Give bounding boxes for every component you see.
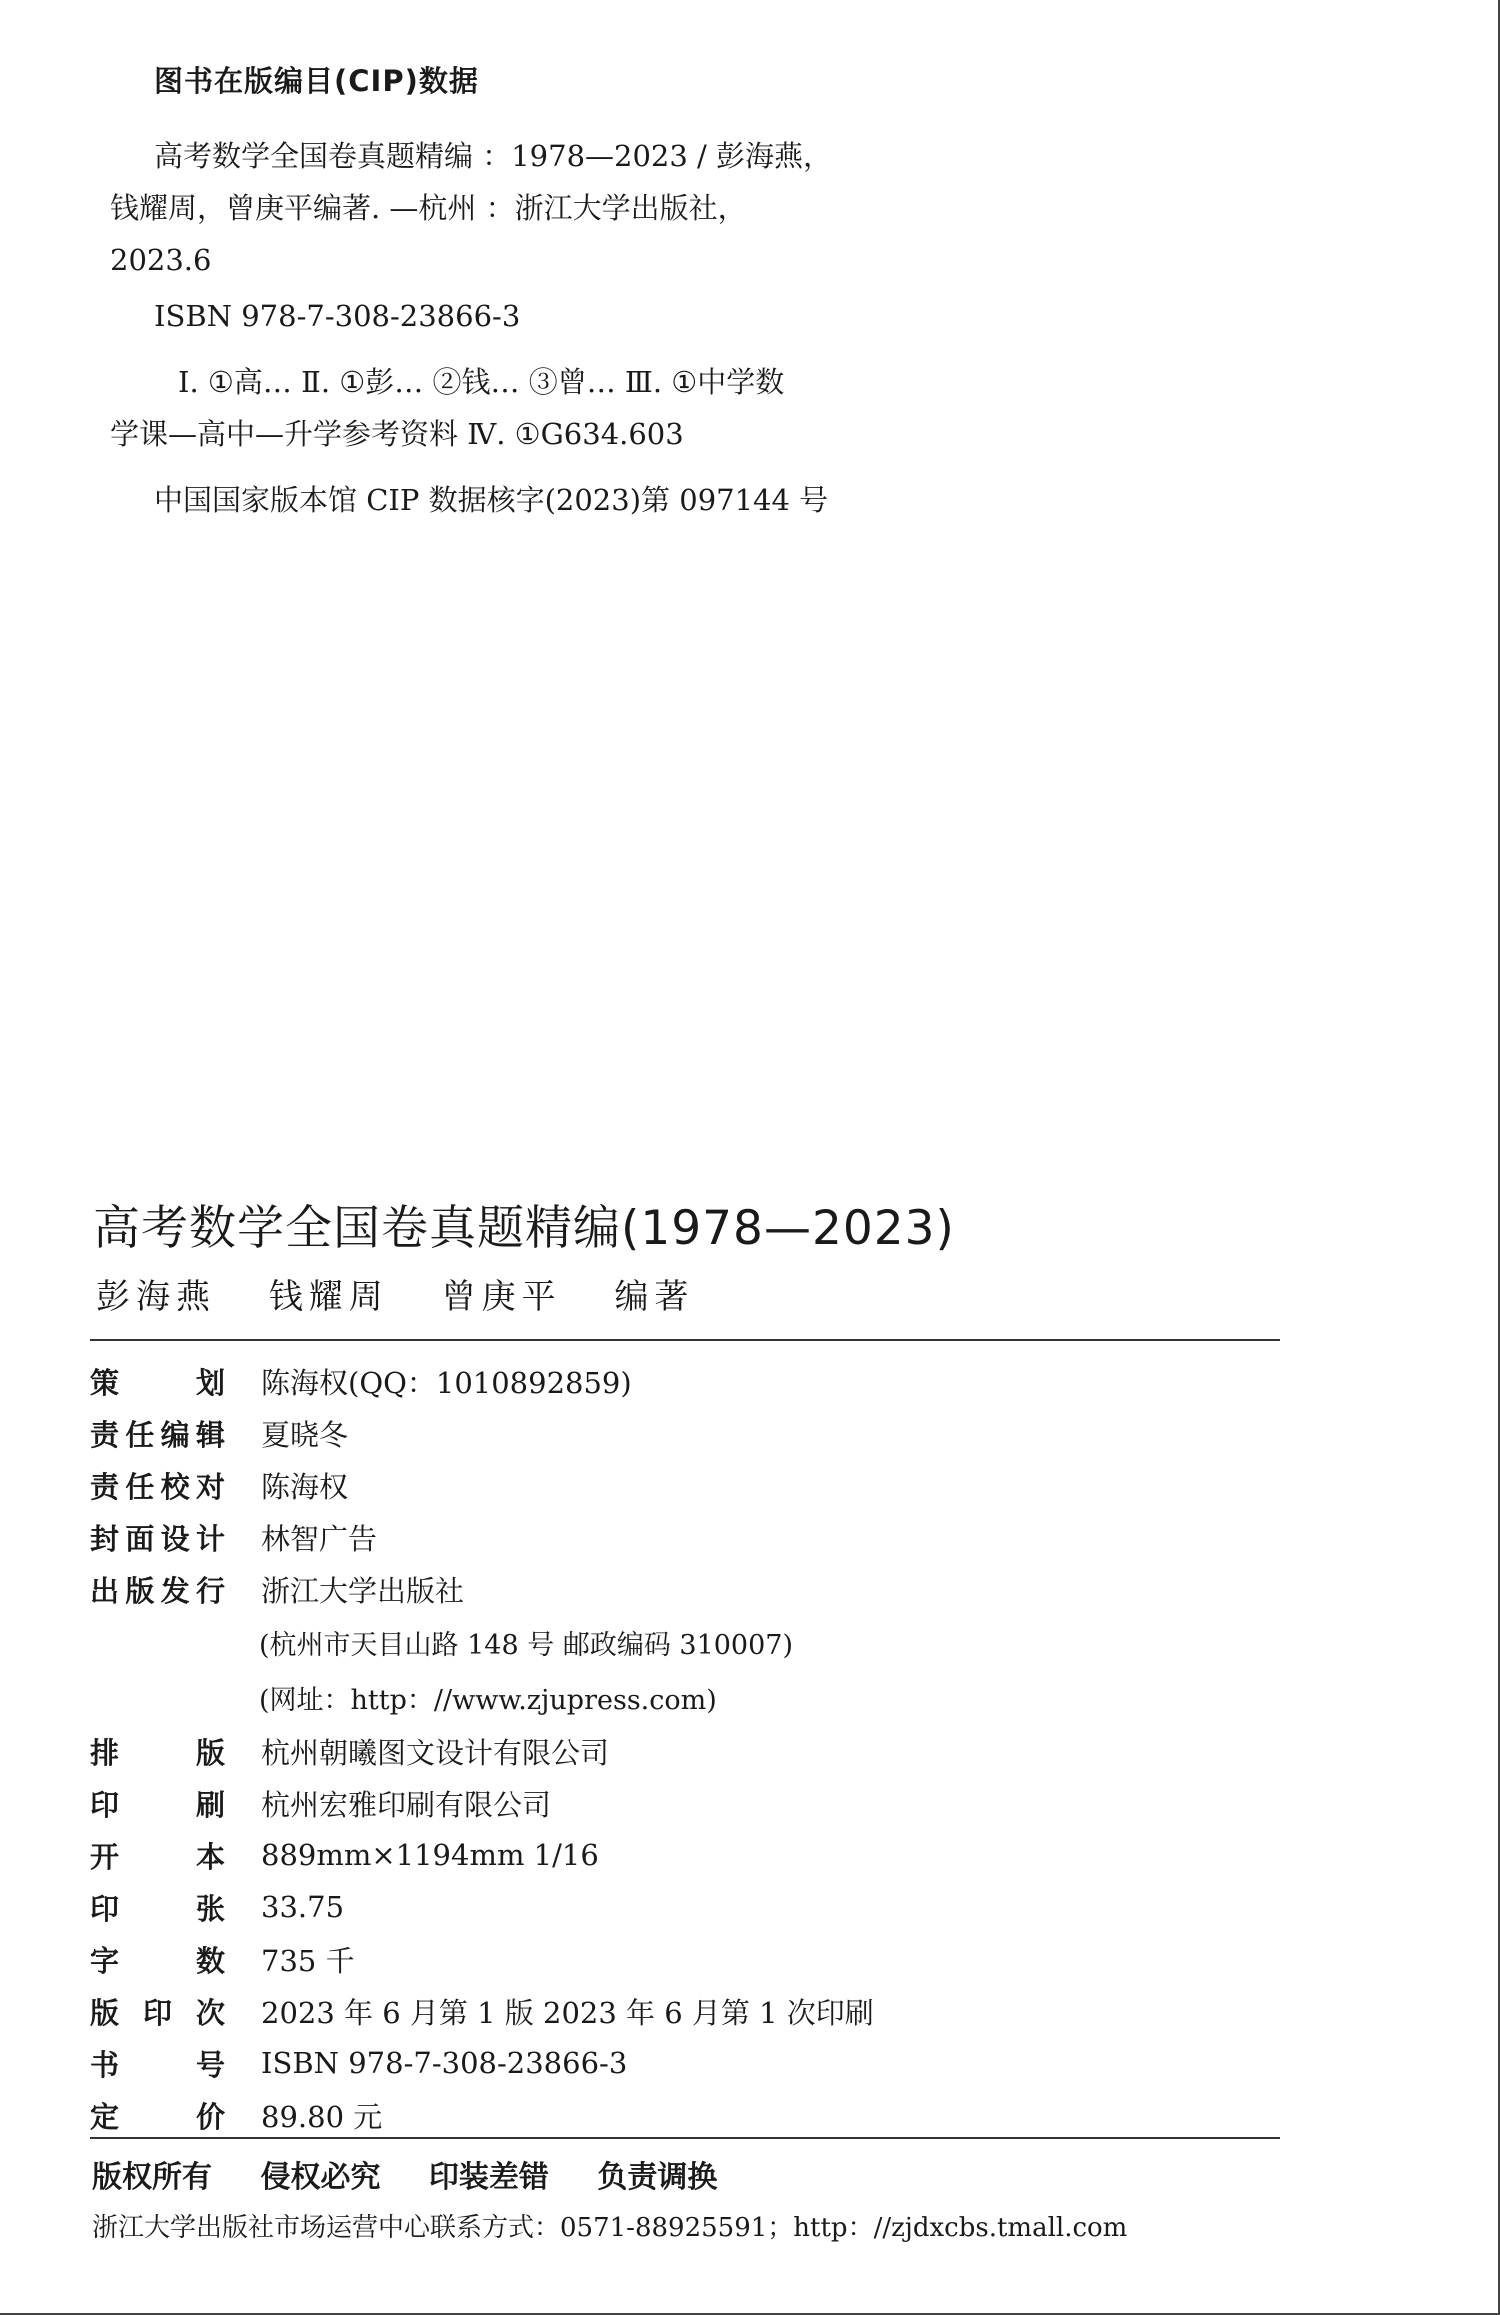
cip-line-3: 2023.6 <box>110 243 212 277</box>
row-label: 开 本 <box>90 1839 225 1874</box>
row-value: 杭州朝曦图文设计有限公司 <box>261 1735 610 1770</box>
row-label: 封 面 设 计 <box>90 1521 225 1556</box>
row-value: 735 千 <box>261 1943 355 1978</box>
row-value: 89.80 元 <box>261 2099 383 2134</box>
imprint-row-printer <box>90 1777 1240 1829</box>
cip-classification-2: 学课—高中—升学参考资料 Ⅳ. ①G634.603 <box>110 417 684 451</box>
row-label: 出 版 发 行 <box>90 1573 225 1608</box>
imprint-row-planner <box>90 1355 1240 1407</box>
row-value: 浙江大学出版社 <box>261 1573 465 1608</box>
cip-record-number: 中国国家版本馆 CIP 数据核字(2023)第 097144 号 <box>154 483 829 517</box>
imprint-row-word-count <box>90 1933 1240 1985</box>
imprint-row-edition <box>90 1985 1240 2037</box>
author-3: 曾庚平 <box>441 1277 562 1317</box>
cip-isbn: ISBN 978-7-308-23866-3 <box>154 299 521 333</box>
cip-line-2: 钱耀周，曾庚平编著. —杭州 ：浙江大学出版社， <box>110 191 747 225</box>
row-value: 陈海权(QQ：1010892859) <box>261 1365 632 1400</box>
row-label: 字 数 <box>90 1943 225 1978</box>
cip-block <box>110 60 1210 526</box>
cip-line-1: 高考数学全国卷真题精编 ：1978—2023 / 彭海燕， <box>154 139 833 173</box>
row-label: 排 版 <box>90 1735 225 1770</box>
row-value: 夏晓冬 <box>261 1417 349 1452</box>
imprint-row-editor <box>90 1407 1240 1459</box>
row-value: ISBN 978-7-308-23866-3 <box>261 2046 628 2080</box>
imprint-row-sheets <box>90 1881 1240 1933</box>
imprint-table <box>90 1355 1240 2141</box>
imprint-row-publisher <box>90 1563 1240 1615</box>
row-value: 889mm×1194mm 1/16 <box>261 1838 599 1872</box>
row-value: 陈海权 <box>261 1469 349 1504</box>
row-label: 定 价 <box>90 2099 225 2134</box>
row-value: 33.75 <box>261 1890 345 1924</box>
imprint-row-price <box>90 2089 1240 2141</box>
slogan-part: 版权所有 <box>92 2160 212 2195</box>
row-value: 2023 年 6 月第 1 版 2023 年 6 月第 1 次印刷 <box>261 1995 874 2030</box>
imprint-row-proofreader <box>90 1459 1240 1511</box>
row-label: 书 号 <box>90 2047 225 2082</box>
authors-suffix: 编著 <box>614 1277 695 1317</box>
publisher-contact: 浙江大学出版社市场运营中心联系方式：0571-88925591；http：//zjdxcbs.tmall.com <box>92 2213 1128 2243</box>
imprint-row-publisher-address <box>90 1615 1240 1670</box>
cip-heading: 图书在版编目(CIP)数据 <box>154 64 479 98</box>
row-label: 责 任 校 对 <box>90 1469 225 1504</box>
imprint-row-cover-design <box>90 1511 1240 1563</box>
row-value: 林智广告 <box>261 1521 378 1556</box>
divider-top <box>90 1339 1280 1341</box>
imprint-row-format <box>90 1829 1240 1881</box>
authors-line <box>96 1272 730 1322</box>
row-label: 策 划 <box>90 1365 225 1400</box>
slogan-part: 印装差错 <box>428 2160 549 2195</box>
row-label: 印 张 <box>90 1891 225 1926</box>
row-label: 印 刷 <box>90 1787 225 1822</box>
slogan-part: 侵权必究 <box>260 2160 381 2195</box>
imprint-row-publisher-website <box>90 1670 1240 1725</box>
imprint-row-typesetting <box>90 1725 1240 1777</box>
author-2: 钱耀周 <box>268 1277 389 1317</box>
author-1: 彭海燕 <box>96 1277 216 1317</box>
cip-classification-1: Ⅰ. ①高… Ⅱ. ①彭… ②钱… ③曾… Ⅲ. ①中学数 <box>178 365 785 399</box>
divider-bottom <box>90 2137 1280 2139</box>
imprint-row-isbn <box>90 2037 1240 2089</box>
row-value: 杭州宏雅印刷有限公司 <box>261 1787 552 1822</box>
copyright-slogan <box>92 2156 755 2200</box>
row-value: (网址：http：//www.zjupress.com) <box>259 1685 717 1716</box>
row-label: 责 任 编 辑 <box>90 1417 225 1452</box>
row-label: 版 印 次 <box>90 1995 225 2030</box>
row-value: (杭州市天目山路 148 号 邮政编码 310007) <box>259 1630 794 1661</box>
book-title: 高考数学全国卷真题精编(1978—2023) <box>93 1201 955 1256</box>
slogan-part: 负责调换 <box>597 2160 718 2195</box>
